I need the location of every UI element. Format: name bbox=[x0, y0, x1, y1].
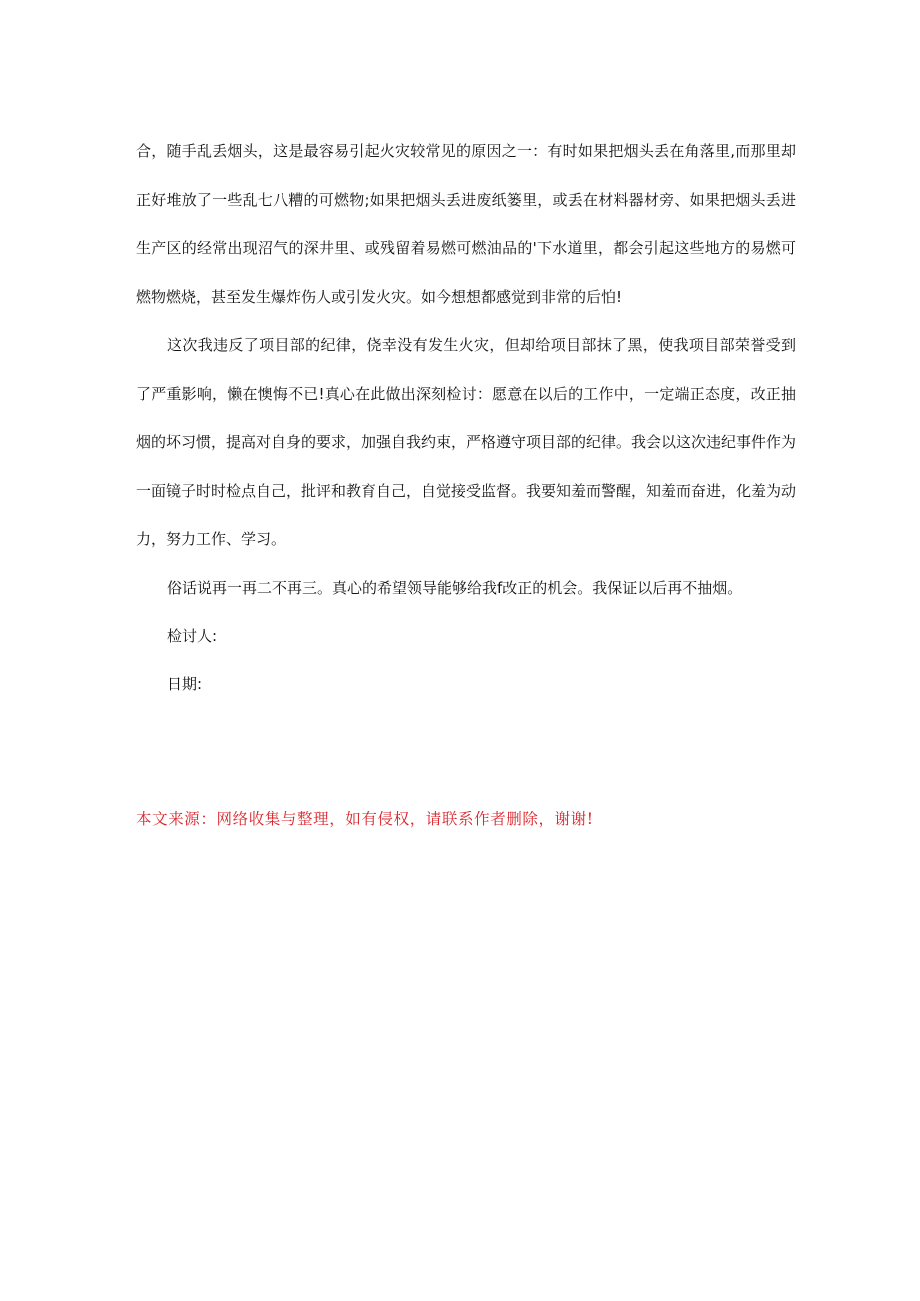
source-disclaimer: 本文来源：网络收集与整理，如有侵权，请联系作者删除，谢谢! bbox=[136, 810, 594, 828]
date-label: 日期: bbox=[167, 675, 203, 693]
paragraph-self-criticism: 这次我违反了项目部的纪律，侥幸没有发生火灾，但却给项目部抹了黑，使我项目部荣誉受到了严重影响，懒在懊悔不已!真心在此做出深刻检讨：愿意在以后的工作中，一定端正态度，改正抽烟的坏习惯，提高对自身的要求，加强自我约束，严格遵守项目部的纪律。我会以这次违纪事件作为一面镜子时时检点自己，批评和教育自己，自觉接受监督。我要知羞而警醒，知羞而奋进，化羞为动力，努力工作、学习。 bbox=[136, 336, 797, 548]
document-body bbox=[136, 127, 796, 708]
paragraph-promise: 俗话说再一再二不再三。真心的希望领导能够给我f改正的机会。我保证以后再不抽烟。 bbox=[167, 578, 743, 597]
paragraph-fire-hazard: 合，随手乱丢烟头，这是最容易引起火灾较常见的原因之一：有时如果把烟头丢在角落里,而那里却正好堆放了一些乱七八糟的可燃物;如果把烟头丢进废纸篓里，或丢在材料器材旁、如果把烟头丢进生产区的经常出现沼气的深井里、或残留着易燃可燃油品的'下水道里，都会引起这些地方的易燃可燃物燃烧，甚至发生爆炸伤人或引发火灾。如今想想都感觉到非常的后怕! bbox=[136, 142, 796, 306]
signer-label: 检讨人: bbox=[167, 627, 218, 645]
